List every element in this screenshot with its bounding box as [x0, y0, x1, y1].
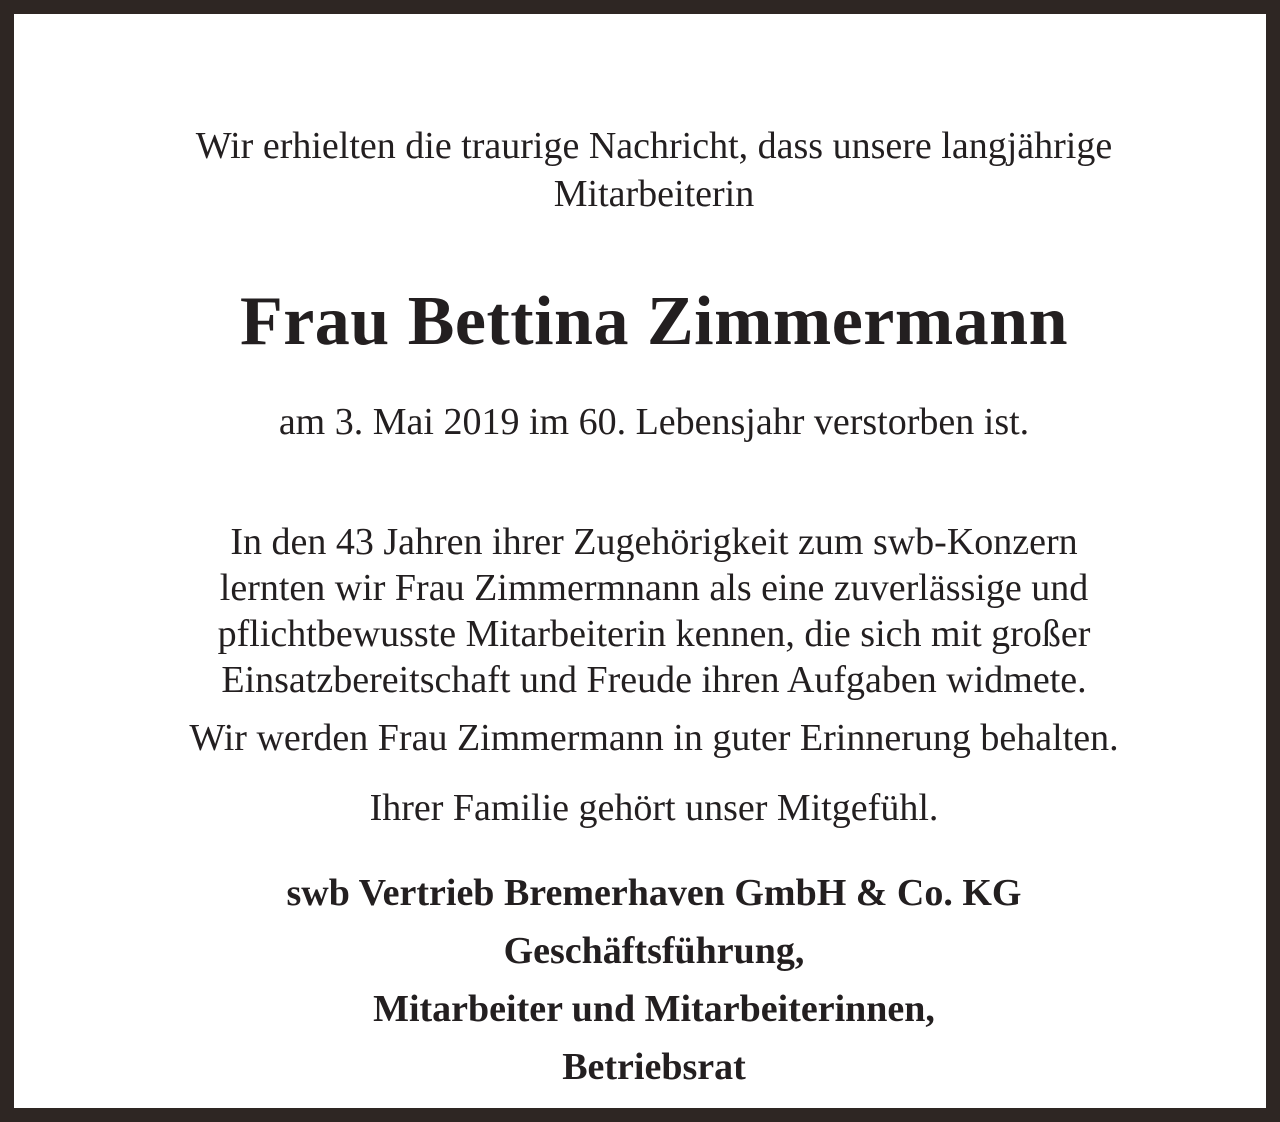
sympathy-line: Ihrer Familie gehört unser Mitgefühl. — [369, 787, 939, 829]
signature-works-council: Betriebsrat — [562, 1046, 746, 1088]
memory-line: Wir werden Frau Zimmermann in guter Erinnerung behalten. — [189, 717, 1119, 759]
intro-text — [28, 122, 1280, 218]
tribute-paragraph — [28, 519, 1280, 703]
tribute-line: pflichtbewusste Mitarbeiterin kennen, die sich mit großer — [217, 613, 1091, 655]
intro-line: Wir erhielten die traurige Nachricht, dass unsere langjährige — [195, 125, 1113, 167]
signature-block — [28, 864, 1280, 1096]
signature-company: swb Vertrieb Bremerhaven GmbH & Co. KG — [286, 872, 1022, 914]
signature-management: Geschäftsführung, — [503, 930, 805, 972]
tribute-line: lernten wir Frau Zimmermnann als eine zuverlässige und — [219, 567, 1089, 609]
tribute-line: Einsatzbereitschaft und Freude ihren Aufgaben widmete. — [221, 659, 1087, 701]
deceased-name: Frau Bettina Zimmermann — [239, 283, 1069, 360]
signature-staff: Mitarbeiter und Mitarbeiterinnen, — [373, 988, 935, 1030]
tribute-line: In den 43 Jahren ihrer Zugehörigkeit zum swb-Konzern — [230, 521, 1078, 563]
date-line: am 3. Mai 2019 im 60. Lebensjahr verstorben ist. — [278, 401, 1030, 443]
intro-line: Mitarbeiterin — [553, 173, 755, 215]
